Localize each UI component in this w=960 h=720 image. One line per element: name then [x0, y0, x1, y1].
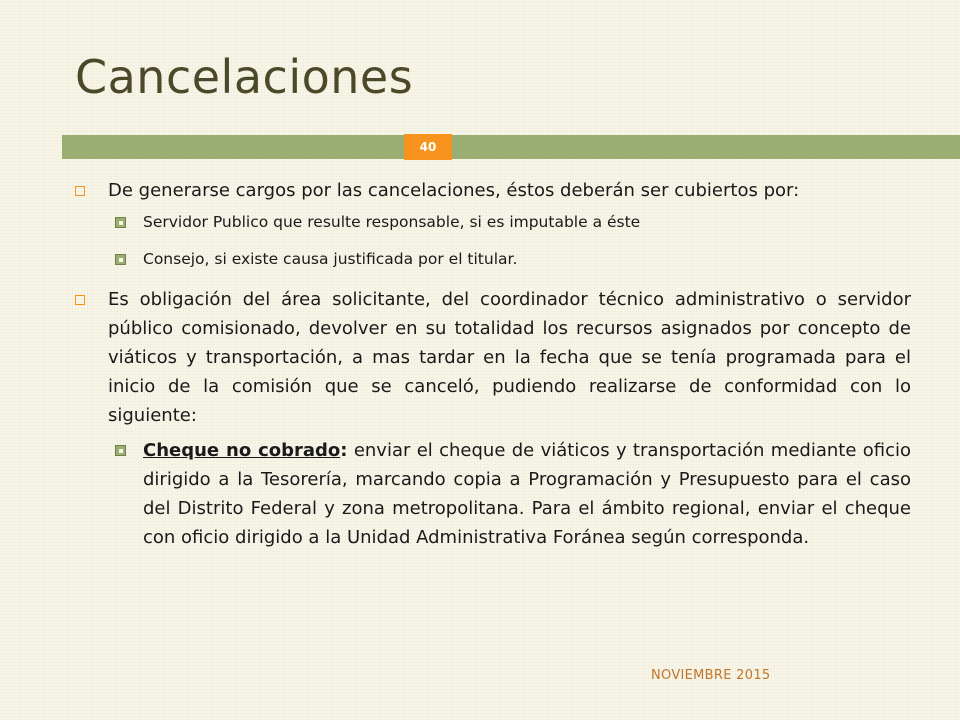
- page-number-badge: 40: [404, 134, 452, 160]
- sub-bullet-text: enviar el cheque de viáticos y transportación mediante oficio dirigido a la Tesorería, marcando copia a Programación y Presupuesto para el caso del Distrito Federal y zona metropolitana. Para el ámbito regional, enviar el cheque con oficio dirigido a la Unidad Administrativa Foránea según corresponda.: [143, 440, 911, 548]
- sub-bullet-item: [75, 436, 911, 552]
- bullet-item: [75, 285, 911, 430]
- filled-square-bullet-icon: [115, 211, 126, 234]
- sub-bullet-term: Cheque no cobrado: [143, 440, 341, 461]
- sub-bullet-item: [75, 248, 911, 271]
- title-divider-bar: [62, 135, 960, 159]
- sub-bullet-text: Consejo, si existe causa justificada por el titular.: [143, 250, 518, 268]
- bullet-text: Es obligación del área solicitante, del coordinador técnico administrativo o servidor público comisionado, devolver en su totalidad los recursos asignados por concepto de viáticos y transportación, a mas tardar en la fecha que se tenía programada para el inicio de la comisión que se canceló, pudiendo realizarse de conformidad con lo siguiente:: [108, 289, 911, 426]
- bullet-text: De generarse cargos por las cancelaciones, éstos deberán ser cubiertos por:: [108, 180, 800, 201]
- sub-bullet-colon: :: [340, 440, 348, 461]
- sub-bullet-item: [75, 211, 911, 234]
- footer-date: NOVIEMBRE 2015: [651, 668, 771, 683]
- bullet-item: [75, 176, 911, 205]
- hollow-square-bullet-icon: [75, 285, 85, 314]
- slide-content: [75, 176, 911, 566]
- slide-title: Cancelaciones: [75, 50, 414, 104]
- filled-square-bullet-icon: [115, 436, 126, 465]
- hollow-square-bullet-icon: [75, 176, 85, 205]
- sub-bullet-text: Servidor Publico que resulte responsable, si es imputable a éste: [143, 213, 641, 231]
- filled-square-bullet-icon: [115, 248, 126, 271]
